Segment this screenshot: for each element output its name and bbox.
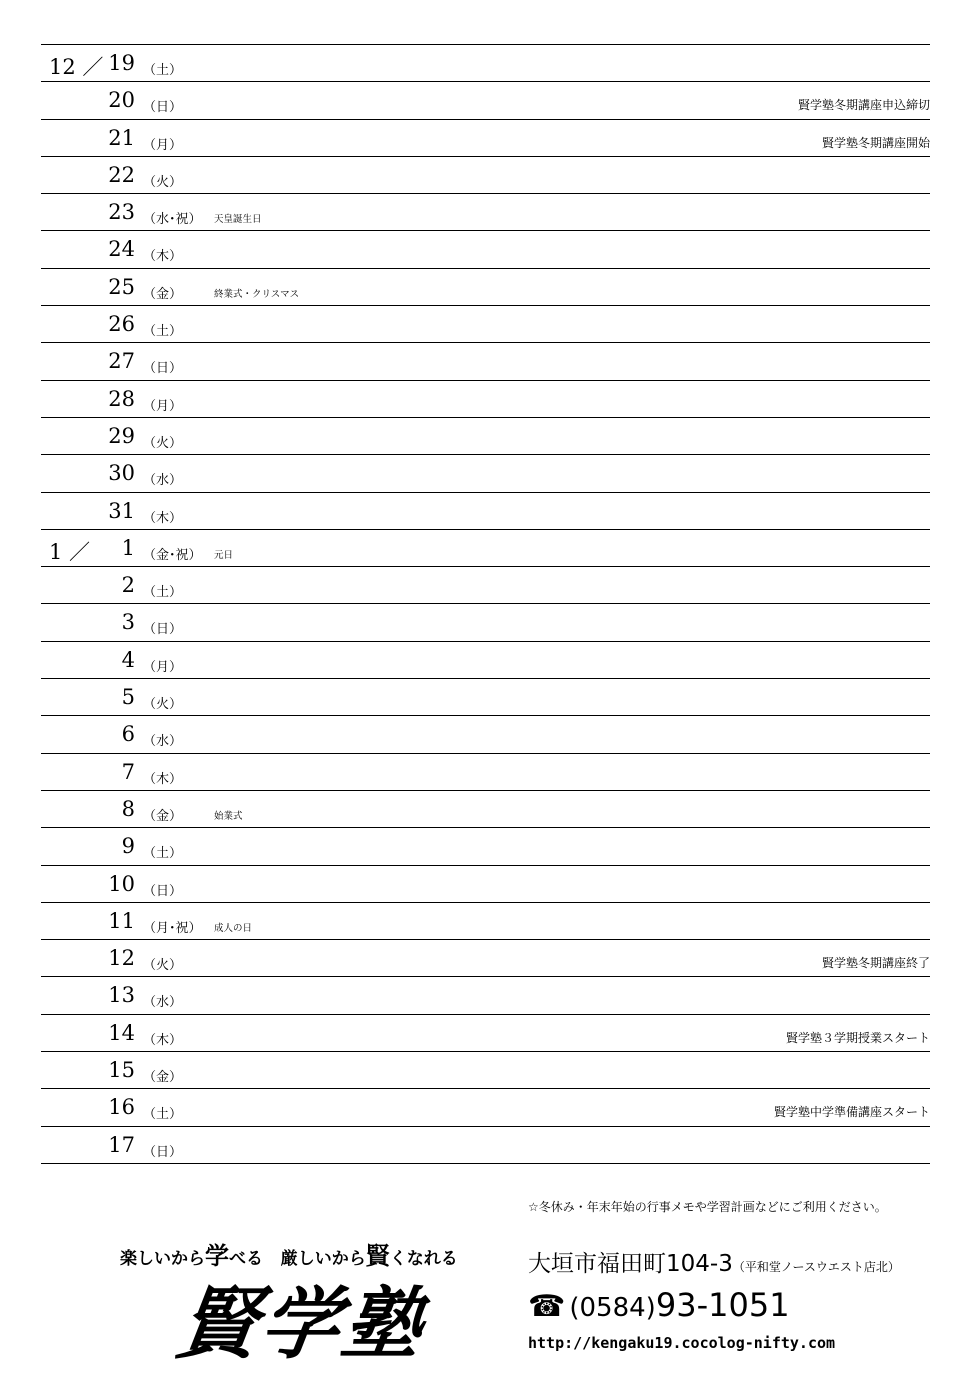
calendar-row: [41, 231, 930, 268]
day-number: 13: [108, 983, 135, 1008]
day-number: 3: [121, 610, 135, 635]
calendar-row: [41, 866, 930, 903]
day-number: 12: [108, 946, 135, 971]
calendar-row: [41, 1052, 930, 1089]
weekday-label: （金）: [143, 1070, 183, 1086]
weekday-label: （火）: [143, 958, 183, 974]
day-number: 21: [108, 125, 135, 150]
phone-icon: ☎: [528, 1289, 566, 1324]
day-number: 30: [108, 461, 135, 486]
day-number: 6: [121, 722, 135, 747]
calendar-row: [41, 940, 930, 977]
calendar-row: [41, 194, 930, 231]
day-number: 9: [121, 834, 135, 859]
calendar-row: [41, 791, 930, 828]
day-number: 14: [108, 1020, 135, 1045]
calendar-row: [41, 418, 930, 455]
day-number: 5: [121, 685, 135, 710]
holiday-label: 成人の日: [214, 922, 253, 934]
weekday-label: （月）: [143, 659, 183, 675]
weekday-label: （金）: [143, 286, 183, 302]
event-label: 賢学塾冬期講座終了: [821, 956, 930, 971]
calendar-row: [41, 754, 930, 791]
weekday-label: （日）: [143, 361, 183, 377]
calendar-row: [41, 604, 930, 641]
day-number: 4: [121, 647, 135, 672]
day-number: 8: [121, 796, 135, 821]
calendar-row: [41, 642, 930, 679]
weekday-label: （月･祝）: [143, 920, 202, 936]
calendar-row: [41, 1089, 930, 1126]
day-number: 28: [108, 386, 135, 411]
calendar-row: [41, 903, 930, 940]
day-number: 17: [108, 1132, 135, 1157]
day-number: 16: [108, 1095, 135, 1120]
weekday-label: （火）: [143, 435, 183, 451]
day-number: 26: [108, 312, 135, 337]
calendar-row: [41, 828, 930, 865]
weekday-label: （土）: [143, 324, 183, 340]
event-label: 賢学塾３学期授業スタート: [785, 1030, 930, 1045]
calendar-row: [41, 679, 930, 716]
holiday-label: 始業式: [214, 810, 243, 822]
weekday-label: （土）: [143, 1107, 183, 1123]
usage-note: ☆冬休み・年末年始の行事メモや学習計画などにご利用ください。: [528, 1200, 887, 1214]
calendar-row: [41, 1015, 930, 1052]
day-number: 23: [108, 200, 135, 225]
weekday-label: （月）: [143, 398, 183, 414]
slogan-part: くなれる: [389, 1249, 458, 1269]
day-number: 27: [108, 349, 135, 374]
weekday-label: （土）: [143, 63, 183, 78]
weekday-label: （土）: [143, 585, 183, 601]
address-sub: （平和堂ノースウエスト店北）: [732, 1260, 900, 1274]
weekday-label: （火）: [143, 697, 183, 713]
day-number: 25: [108, 274, 135, 299]
weekday-label: （土）: [143, 846, 183, 862]
day-number: 20: [108, 88, 135, 113]
calendar-row: [41, 1127, 930, 1164]
event-label: 賢学塾冬期講座申込締切: [797, 98, 930, 113]
day-number: 15: [108, 1058, 135, 1083]
day-number: 11: [108, 908, 135, 933]
weekday-label: （木）: [143, 771, 183, 787]
day-number: 19: [108, 51, 135, 75]
day-number: 29: [108, 423, 135, 448]
weekday-label: （月）: [143, 137, 183, 153]
holiday-label: 終業式・クリスマス: [214, 288, 300, 300]
calendar-list: [41, 44, 930, 1164]
calendar-row: [41, 455, 930, 492]
weekday-label: （金･祝）: [143, 547, 202, 563]
address: [528, 1245, 900, 1278]
calendar-row: [41, 381, 930, 418]
holiday-label: 天皇誕生日: [214, 214, 262, 226]
weekday-label: （木）: [143, 510, 183, 526]
day-number: 7: [121, 759, 135, 784]
slogan-part: べる: [229, 1249, 263, 1269]
weekday-label: （火）: [143, 174, 183, 190]
day-number: 24: [108, 237, 135, 262]
weekday-label: （水）: [143, 995, 183, 1011]
school-logo: 賢学塾: [172, 1280, 432, 1370]
weekday-label: （日）: [143, 883, 183, 899]
slogan-part: 楽しいから: [120, 1249, 205, 1269]
calendar-row: [41, 306, 930, 343]
weekday-label: （日）: [143, 100, 183, 116]
weekday-label: （木）: [143, 249, 183, 265]
calendar-row: [41, 530, 930, 567]
calendar-row: [41, 45, 930, 82]
slogan-part: 厳しいから: [280, 1249, 366, 1269]
website-url[interactable]: http://kengaku19.cocolog-nifty.com: [528, 1334, 836, 1352]
slogan-emphasis: 学: [205, 1242, 229, 1270]
day-number: 2: [121, 573, 135, 598]
weekday-label: （日）: [143, 1144, 183, 1160]
weekday-label: （水･祝）: [143, 212, 202, 228]
phone-number: 93-1051: [655, 1286, 790, 1324]
weekday-label: （金）: [143, 808, 183, 824]
calendar-row: [41, 269, 930, 306]
calendar-row: [41, 716, 930, 753]
weekday-label: （日）: [143, 622, 183, 638]
phone-area-code: (0584): [569, 1293, 656, 1323]
day-number: 31: [108, 498, 135, 523]
month-label: 1 ／: [49, 539, 91, 564]
calendar-row: [41, 157, 930, 194]
calendar-row: [41, 567, 930, 604]
phone: [528, 1286, 790, 1324]
weekday-label: （水）: [143, 734, 183, 750]
day-number: 10: [108, 871, 135, 896]
month-label: 12 ／: [49, 55, 104, 79]
event-label: 賢学塾中学準備講座スタート: [773, 1105, 930, 1120]
holiday-label: 元日: [214, 549, 234, 561]
weekday-label: （木）: [143, 1032, 183, 1048]
calendar-row: [41, 493, 930, 530]
address-main: 大垣市福田町104-3: [528, 1251, 733, 1277]
calendar-row: [41, 82, 930, 119]
slogan-emphasis: 賢: [365, 1242, 390, 1270]
calendar-row: [41, 977, 930, 1014]
calendar-row: [41, 120, 930, 157]
weekday-label: （水）: [143, 473, 183, 489]
event-label: 賢学塾冬期講座開始: [821, 135, 930, 150]
calendar-row: [41, 343, 930, 380]
day-number: 1: [121, 535, 135, 560]
day-number: 22: [108, 162, 135, 187]
